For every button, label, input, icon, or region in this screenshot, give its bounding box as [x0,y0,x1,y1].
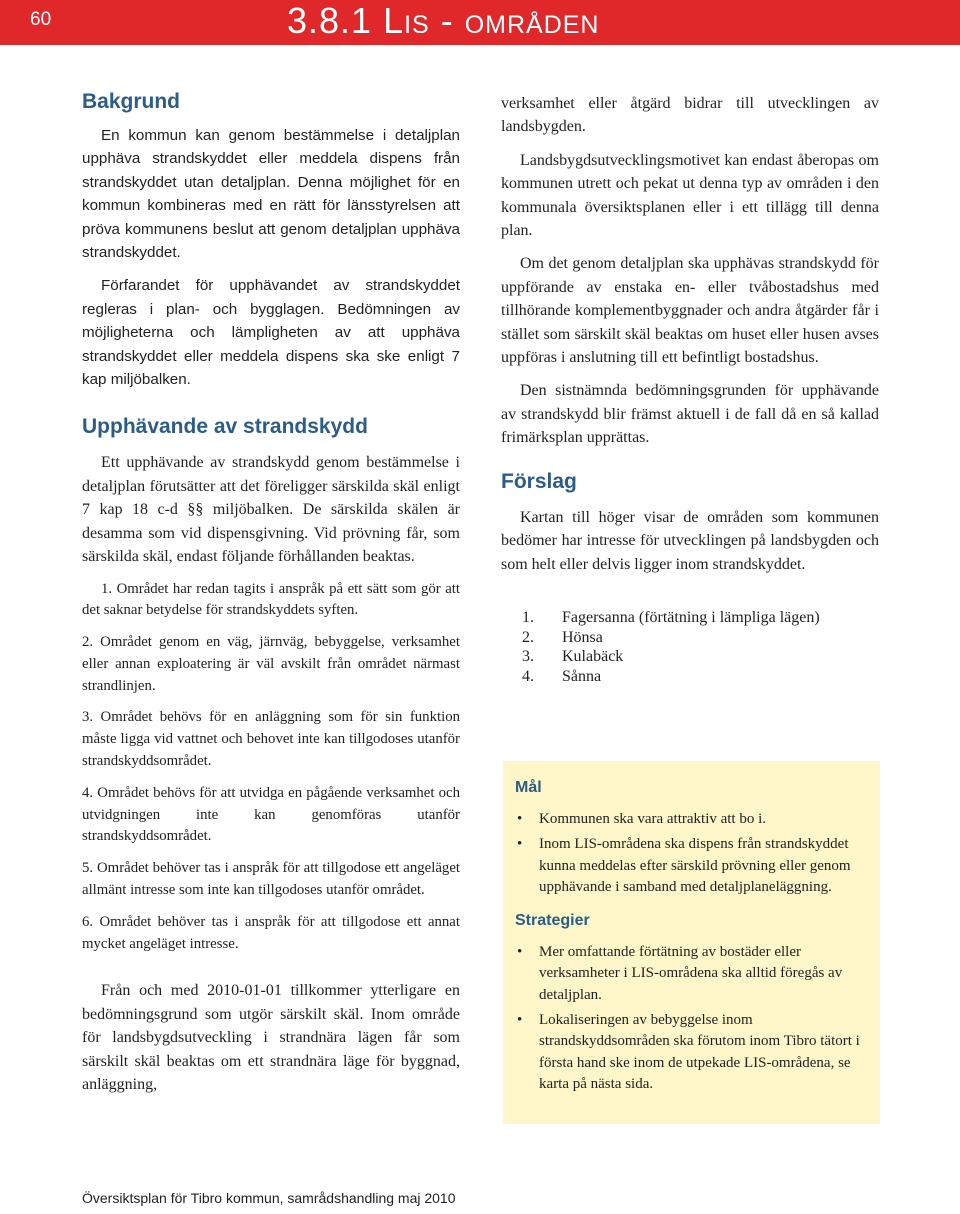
header-bar [0,0,960,45]
motiv-paragraph: Landsbygdsutvecklingsmotivet kan endast åberopas om kommunen utrett och pekat ut denna typ av områden i den kommunala översiktsplanen eller i ett tillägg till denna plan. [501,151,879,240]
goals-strategies-box [503,761,880,1124]
strategier-heading: Strategier [515,912,590,930]
forslag-heading: Förslag [501,469,577,493]
chapter-title-text: 3.8.1 Lis - områden [287,0,600,41]
place-list [522,608,879,686]
continued-paragraph: verksamhet eller åtgärd bidrar till utvecklingen av landsbygden. [501,95,879,136]
bullet-icon: • [517,944,523,961]
list-item [522,628,879,648]
upphavande-paragraph: Ett upphävande av strandskydd genom bestämmelse i detaljplan förutsätter att det föreligger särskilda skäl enligt 7 kap 18 c-d §§ miljöbalken. De särskilda skälen är desamma som vid dispensgivning. Vid prövning får, som särskilda skäl, endast följande förhållanden beaktas. [82,454,460,566]
bakgrund-paragraph-2: Förfarandet för upphävandet av strandskyddet regleras i plan- och bygglagen. Bedömningen av möjligheterna och lämpligheten av att upphäva strandskyddet eller meddela dispens ska ske enligt 7 kap miljöbalken. [82,277,460,389]
place-number: 3. [522,648,534,666]
criterion-5: 5. Området behöver tas i anspråk för att tillgodose ett angeläget allmänt intresse som inte kan tillgodoses utanför området. [82,860,460,899]
mal-heading: Mål [515,779,542,796]
list-item [515,809,860,830]
criterion-4: 4. Området behövs för att utvidga en pågående verksamhet och utvidgningen inte kan genomföras utanför strandskyddsområdet. [82,784,460,845]
chapter-title [287,0,600,44]
tvabostadshus-paragraph: Om det genom detaljplan ska upphävas strandskydd för uppförande av enstaka en- eller tvåbostadshus med tillhörande komplementbyggnader och andra åtgärder får i stället som särskilt skäl beaktas om huset eller husen avses uppföras i anslutning till ett befintligt bostadshus. [501,255,879,367]
right-column [501,92,879,686]
bullet-icon: • [517,1012,523,1029]
mal-item-text: Kommunen ska vara attraktiv att bo i. [539,811,767,827]
list-item [515,942,860,1006]
bullet-icon: • [517,836,523,853]
forslag-paragraph: Kartan till höger visar de områden som kommunen bedömer har intresse för utvecklingen på landsbygden och som helt eller delvis ligger inom strandskyddet. [501,508,879,573]
bakgrund-heading: Bakgrund [82,90,181,113]
list-item [515,1010,860,1095]
list-item [522,647,879,667]
place-number: 4. [522,667,534,685]
criteria-list [82,579,460,956]
criterion-2: 2. Området genom en väg, järnväg, bebyggelse, verksamhet eller annan exploatering är väl avskilt från området närmast strandlinjen. [82,634,460,694]
strategi-item-text: Lokaliseringen av bebyggelse inom strandskyddsområden ska förutom inom Tibro tätort i första hand ske inom de utpekade LIS-områdena, se karta på nästa sida. [539,1012,860,1092]
criterion-3: 3. Området behövs för en anläggning som för sin funktion måste ligga vid vattnet och behovet inte kan tillgodoses utanför strandskyddsområdet. [82,709,460,770]
mal-item-text: Inom LIS-områdena ska dispens från strandskyddet kunna meddelas efter särskild prövning eller genom upphävande i samband med detaljplaneläggning. [539,836,851,895]
frimarksplan-paragraph: Den sistnämnda bedömningsgrunden för upphävande av strandskydd blir främst aktuell i de fall då en så kallad frimärksplan upprättas. [501,382,879,447]
criterion-1: 1. Området har redan tagits i anspråk på ett sätt som gör att det saknar betydelse för strandskyddets syften. [82,580,460,619]
list-item [515,834,860,898]
list-item [522,608,879,628]
closing-paragraph: Från och med 2010-01-01 tillkommer ytterligare en bedömningsgrund som utgör särskilt skäl. Inom område för landsbygdsutveckling i strandnära lägen får som särskilt skäl beaktas om ett strandnära läge för byggnad, anläggning, [82,982,460,1094]
place-name: Sånna [562,667,602,685]
place-name: Hönsa [562,628,603,646]
bakgrund-paragraph-1: En kommun kan genom bestämmelse i detaljplan upphäva strandskyddet eller meddela dispens från strandskyddet utan detaljplan. Denna möjlighet för en kommun kombineras med en rätt för länsstyrelsen att pröva kommunens beslut att genom detaljplan upphäva strandskyddet. [82,127,460,262]
list-item [522,667,879,687]
left-column [82,90,460,1096]
strategier-list [515,942,860,1095]
criterion-6: 6. Området behöver tas i anspråk för att tillgodose ett annat mycket angeläget intresse. [82,913,460,952]
place-name: Kulabäck [562,648,624,666]
bullet-icon: • [517,811,523,827]
place-number: 1. [522,608,534,626]
place-name: Fagersanna (förtätning i lämpliga lägen) [562,608,820,626]
page-footer: Översiktsplan för Tibro kommun, samrådshandling maj 2010 [82,1190,456,1206]
upphavande-heading: Upphävande av strandskydd [82,415,368,439]
page-number: 60 [30,9,52,30]
mal-list [515,809,860,898]
strategi-item-text: Mer omfattande förtätning av bostäder eller verksamheter i LIS-områdena ska alltid föregås av detaljplan. [539,944,843,1003]
place-number: 2. [522,628,534,646]
